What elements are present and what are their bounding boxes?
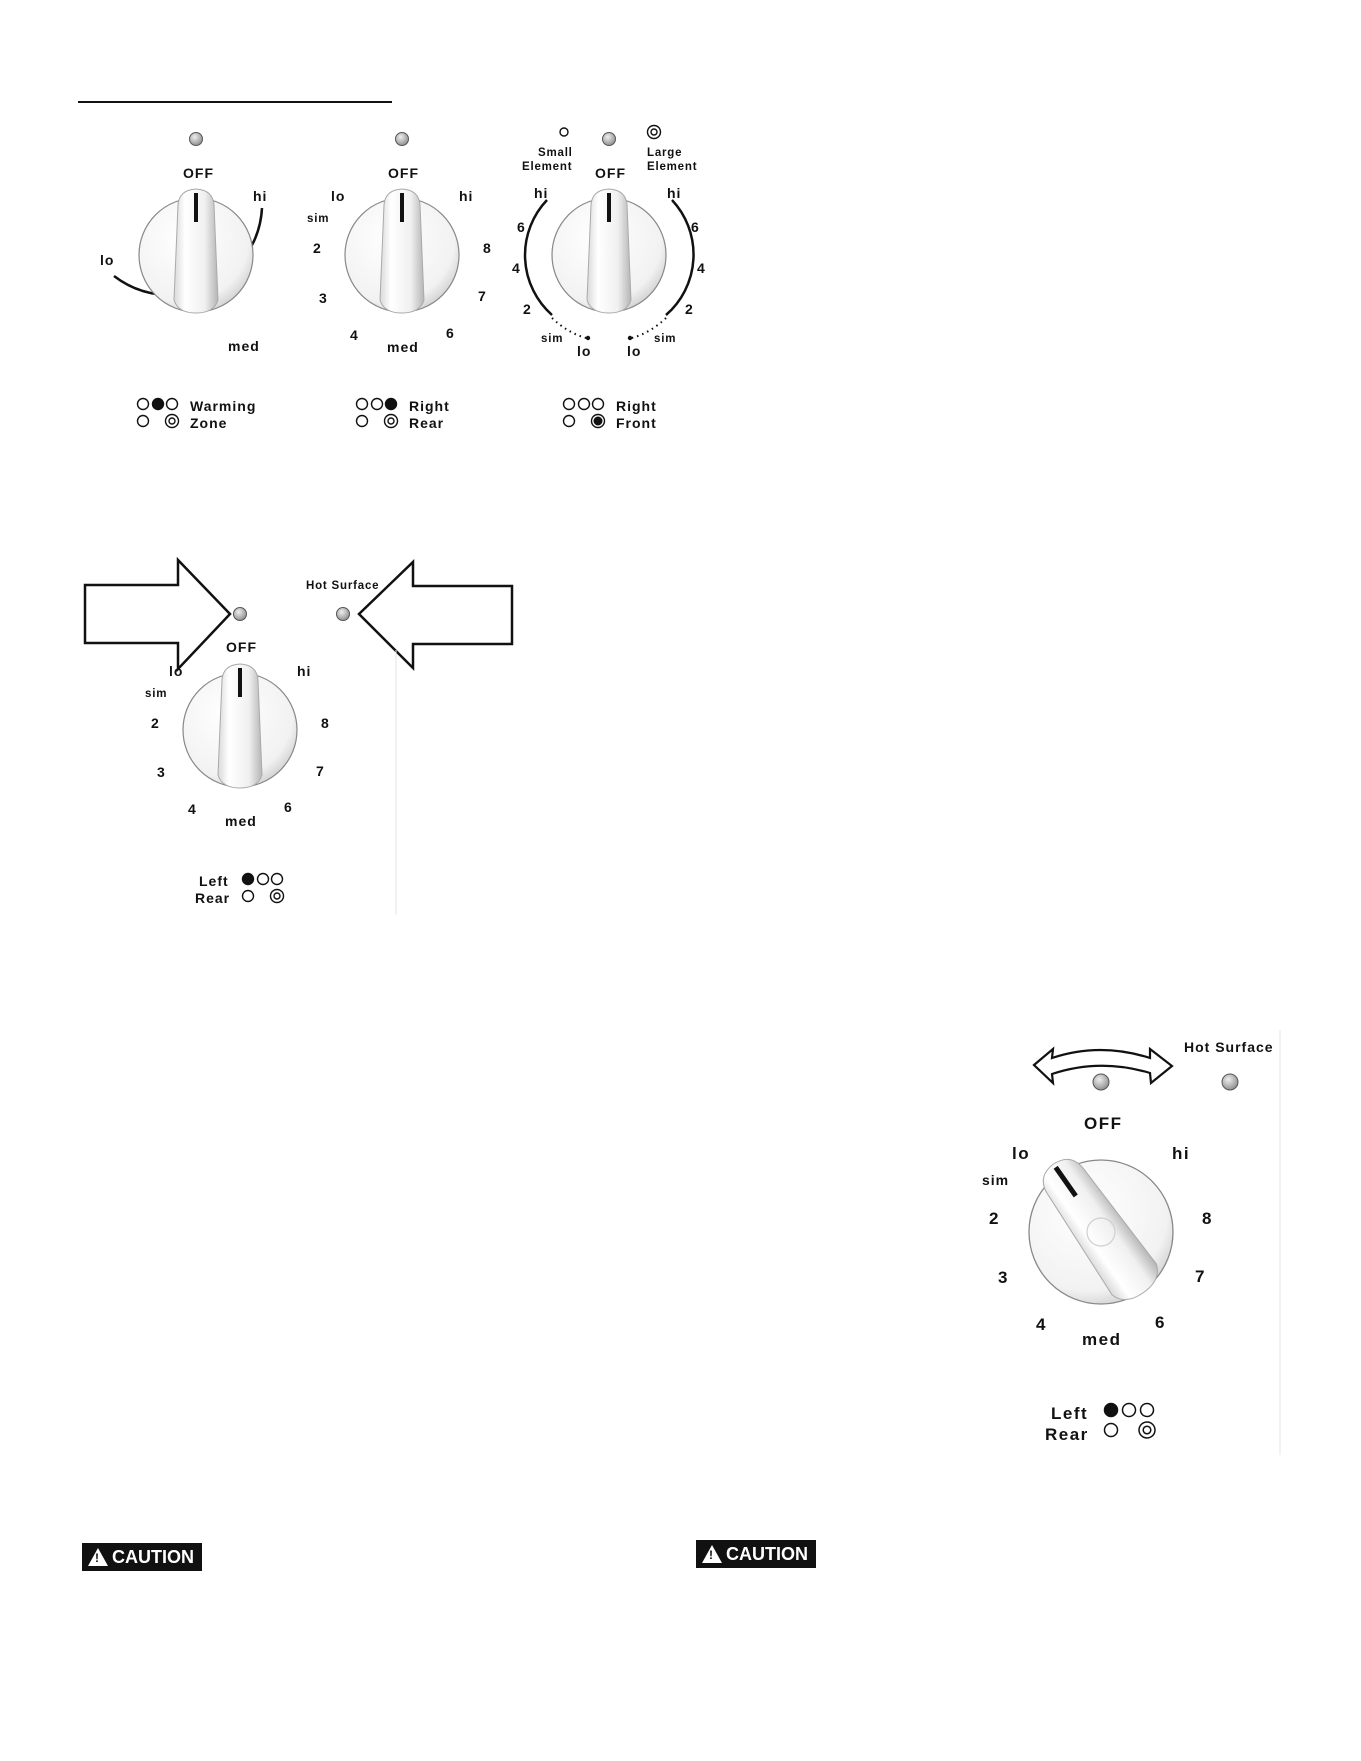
small-6-label: 6 [517,219,526,235]
knob-7-label: 7 [1195,1267,1206,1286]
left-arrow-icon [359,562,512,668]
knob-lo-label: lo [331,188,346,204]
element-location-icon [564,399,605,428]
large-element-label-line2: Element [647,161,698,173]
knob-off-label: OFF [226,639,257,655]
knob-3-label: 3 [998,1268,1009,1287]
knob-off-label: OFF [595,165,626,181]
left-rear-knob[interactable] [183,664,297,788]
left-rear-knob-turned[interactable] [1029,1149,1173,1309]
knob-sim-label: sim [307,213,330,225]
knob-hi-label: hi [297,663,312,679]
large-element-icon [648,126,661,139]
element-name-line1: Warming [190,398,257,414]
knob-sim-label: sim [982,1172,1010,1188]
warning-icon [88,1548,108,1566]
hot-surface-light [337,608,350,621]
element-name-line1: Right [409,398,450,414]
right-arrow-icon [85,560,230,669]
knob-2-label: 2 [313,240,322,256]
hot-surface-label: Hot Surface [1184,1039,1274,1055]
knob-2-label: 2 [989,1209,1000,1228]
warming-zone-control [100,133,267,432]
large-2-label: 2 [685,301,694,317]
knob-3-label: 3 [319,290,328,306]
element-location-icon [1105,1404,1156,1439]
indicator-light [234,608,247,621]
indicator-light [1093,1074,1109,1090]
small-element-icon [560,128,568,136]
element-name-line2: Zone [190,415,228,431]
element-location-icon [138,399,179,428]
knob-hi-label: hi [1172,1144,1191,1163]
small-lo-label: lo [577,343,592,359]
knob-4-label: 4 [1036,1315,1047,1334]
knob-hi-label: hi [459,188,474,204]
caution-label: CAUTION [726,1543,808,1564]
knob-7-label: 7 [316,763,325,779]
knob-lo-label: lo [169,663,184,679]
small-4-label: 4 [512,260,521,276]
element-name-line2: Rear [195,890,231,906]
warming-zone-knob[interactable] [139,189,253,313]
knob-8-label: 8 [321,715,330,731]
hot-surface-label: Hot Surface [306,580,380,592]
small-element-label-line2: Element [522,161,573,173]
large-lo-label: lo [627,343,642,359]
element-name-line1: Right [616,398,657,414]
knob-6-label: 6 [446,325,455,341]
caution-badge-right [696,1540,816,1568]
knob-sim-label: sim [145,688,168,700]
knob-4-label: 4 [188,801,197,817]
knob-med-label: med [1082,1330,1122,1349]
caution-label: CAUTION [112,1546,194,1567]
large-6-label: 6 [691,219,700,235]
small-sim-label: sim [541,333,564,345]
caution-badge-left [82,1543,202,1571]
knob-lo-label: lo [100,252,115,268]
knob-3-label: 3 [157,764,166,780]
large-hi-label: hi [667,185,682,201]
indicator-light [603,133,616,146]
large-lo-dot [628,336,632,340]
indicator-light [190,133,203,146]
small-lo-dot [586,336,590,340]
small-element-label-line1: Small [538,147,573,159]
hot-surface-light [1222,1074,1238,1090]
knob-8-label: 8 [1202,1209,1213,1228]
warning-icon [702,1545,722,1563]
knob-8-label: 8 [483,240,492,256]
knob-med-label: med [225,813,257,829]
knob-4-label: 4 [350,327,359,343]
right-front-knob[interactable] [552,189,666,313]
element-name-line2: Front [616,415,657,431]
right-front-control [512,126,706,432]
element-name-line2: Rear [1045,1425,1089,1444]
large-sim-label: sim [654,333,677,345]
knob-lo-label: lo [1012,1144,1031,1163]
right-rear-control [307,133,492,432]
knob-6-label: 6 [284,799,293,815]
left-rear-panel-arrows [85,560,512,915]
element-location-icon [243,874,284,903]
indicator-light [396,133,409,146]
knob-med-label: med [387,339,419,355]
element-name-line2: Rear [409,415,445,431]
knob-hi-label: hi [253,188,268,204]
left-rear-panel-turn [982,1030,1280,1455]
knob-off-label: OFF [183,165,214,181]
small-2-label: 2 [523,301,532,317]
knob-off-label: OFF [388,165,419,181]
right-rear-knob[interactable] [345,189,459,313]
small-hi-label: hi [534,185,549,201]
element-location-icon [357,399,398,428]
large-4-label: 4 [697,260,706,276]
element-name-line1: Left [199,873,229,889]
large-element-arc [666,200,694,315]
knob-7-label: 7 [478,288,487,304]
knob-off-label: OFF [1084,1114,1123,1133]
knob-med-label: med [228,338,260,354]
knob-2-label: 2 [151,715,160,731]
large-element-label-line1: Large [647,147,683,159]
element-name-line1: Left [1051,1404,1089,1423]
knob-6-label: 6 [1155,1313,1166,1332]
small-element-arc [525,200,552,315]
